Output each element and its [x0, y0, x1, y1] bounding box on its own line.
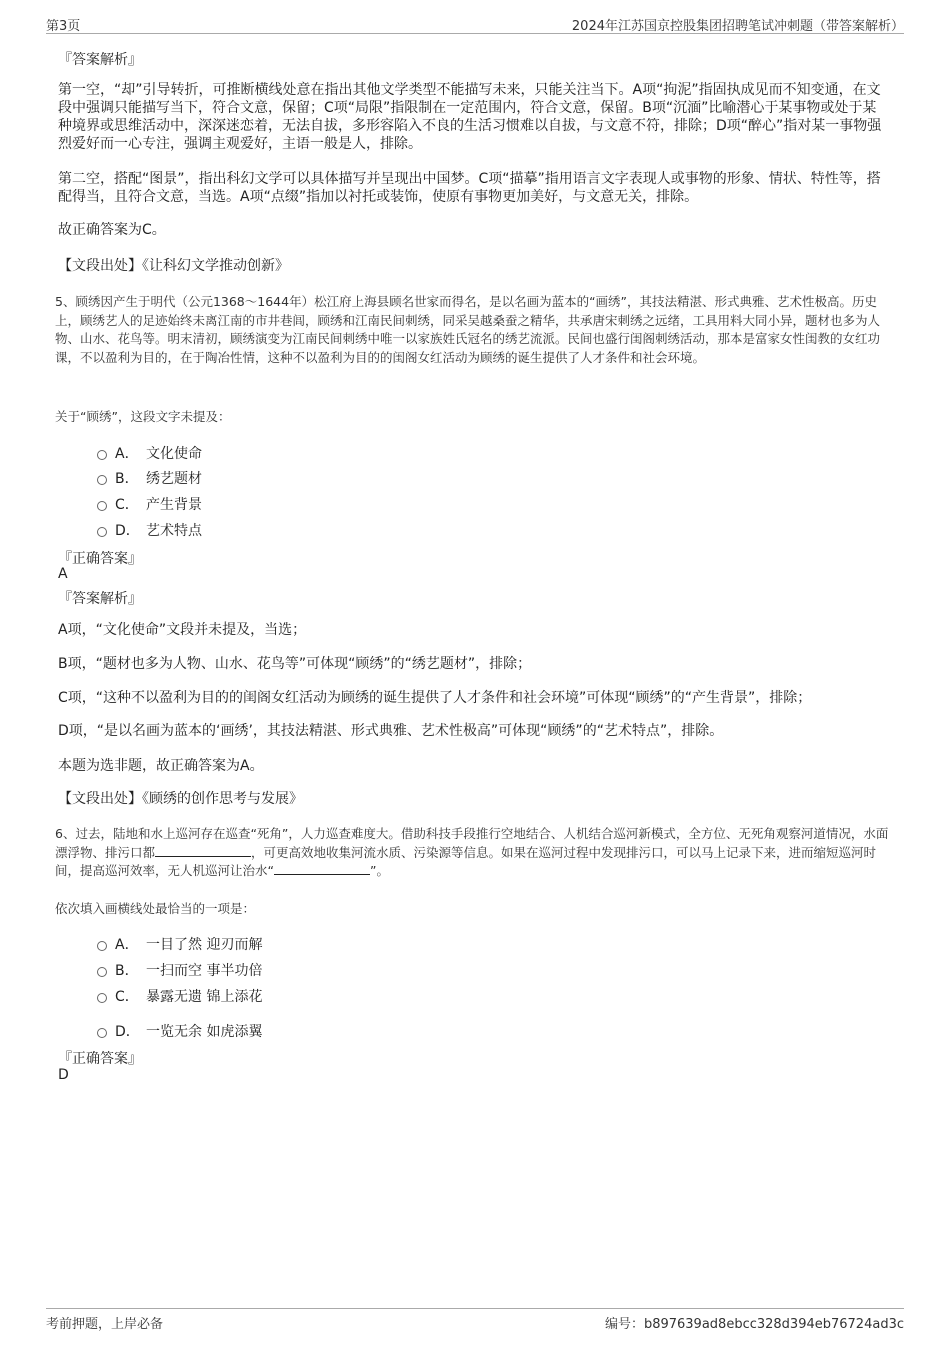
radio-icon[interactable] [97, 450, 107, 460]
q6-answer-label: 『正确答案』 [58, 1051, 142, 1067]
q5-analysis-c: C项，“这种不以盈利为目的的闺阁女红活动为顾绣的诞生提供了人才条件和社会环境”可体现“顾绣”的“产生背景”，排除； [58, 690, 812, 706]
q4-analysis-paragraph-1: 第一空，“却”引导转折，可推断横线处意在指出其他文学类型不能描写未来，只能关注当下。A项“拘泥”指固执成见而不知变通，在文段中强调只能描写当下，符合文意，保留；C项“局限”指限制在一定范围内，符合文意，保留。B项“沉湎”比喻潜心于某事物或处于某种境界或思维活动中，深深迷恋着，无法自拔，多形容陷入不良的生活习惯难以自拔，与文意不符，排除；D项“醉心”指对某一事物强烈爱好而一心专注，强调主观爱好，主语一般是人，排除。 [58, 82, 882, 152]
option-letter: D． [115, 1024, 140, 1040]
footer-motto: 考前押题，上岸必备 [46, 1317, 164, 1332]
header-divider [46, 33, 904, 34]
option-letter: C． [115, 989, 139, 1005]
radio-icon[interactable] [97, 475, 107, 485]
q6-text-part-1: 6、过去，陆地和水上巡河存在巡查“死角”，人力巡查难度大。借助科技手段推行空地结合、人机结合巡河新模式，全方位、无死角观察河道情况，水面漂浮物、排污口都 [55, 826, 889, 860]
option-text: 一览无余 如虎添翼 [146, 1024, 263, 1040]
radio-icon[interactable] [97, 941, 107, 951]
page-number: 第3页 [46, 19, 81, 34]
radio-icon[interactable] [97, 527, 107, 537]
q5-analysis-a: A项，“文化使命”文段并未提及，当选； [58, 622, 307, 638]
q6-prompt: 依次填入画横线处最恰当的一项是： [55, 901, 256, 916]
option-letter: C． [115, 497, 139, 513]
option-text: 一扫而空 事半功倍 [146, 963, 263, 979]
q5-analysis-d: D项，“是以名画为蓝本的‘画绣’，其技法精湛、形式典雅、艺术性极高”可体现“顾绣”的“艺术特点”，排除。 [58, 723, 724, 739]
q5-analysis-b: B项，“题材也多为人物、山水、花鸟等”可体现“顾绣”的“绣艺题材”，排除； [58, 656, 532, 672]
option-letter: A． [115, 937, 139, 953]
fill-blank-1 [155, 844, 251, 857]
q5-option-c[interactable] [97, 494, 202, 514]
q6-text-part-2: ，可更高效地收集河流水质、污染源等信息。如果在巡河过程中发现排污口，可以马上记录下来，进而缩短巡河时间，提高巡河效率，无人机巡河让治水“ [55, 844, 877, 878]
option-text: 绣艺题材 [146, 471, 202, 487]
fill-blank-2 [274, 862, 370, 875]
radio-icon[interactable] [97, 501, 107, 511]
document-title: 2024年江苏国京控股集团招聘笔试冲刺题（带答案解析） [571, 19, 904, 34]
option-text: 一目了然 迎刃而解 [146, 937, 263, 953]
q5-answer: A [58, 566, 68, 582]
radio-icon[interactable] [97, 993, 107, 1003]
q5-question-text: 5、顾绣因产生于明代（公元1368～1644年）松江府上海县顾名世家而得名，是以名画为蓝本的“画绣”，其技法精湛、形式典雅、艺术性极高。历史上，顾绣艺人的足迹始终未离江南的市井巷闾，顾绣和江南民间刺绣，同采吴越桑蚕之精华，共承唐宋刺绣之远绪，工具用料大同小异，题材也多为人物、山水、花鸟等。明末清初，顾绣演变为江南民间刺绣中唯一以家族姓氏冠名的绣艺流派。民间也盛行闺阁刺绣活动，那本是富家女性闺教的女红功课，不以盈利为目的，在于陶冶性情，这种不以盈利为目的的闺阁女红活动为顾绣的诞生提供了人才条件和社会环境。 [55, 294, 881, 365]
q6-option-a[interactable] [97, 934, 262, 954]
option-letter: D． [115, 523, 140, 539]
q6-question-text [55, 825, 895, 881]
footer-divider [46, 1308, 904, 1309]
q5-source: 【文段出处】《顾绣的创作思考与发展》 [58, 791, 303, 807]
option-text: 产生背景 [146, 497, 202, 513]
radio-icon[interactable] [97, 967, 107, 977]
option-letter: B． [115, 471, 139, 487]
q4-source: 【文段出处】《让科幻文学推动创新》 [58, 258, 289, 274]
q5-option-b[interactable] [97, 468, 202, 488]
option-text: 暴露无遗 锦上添花 [146, 989, 263, 1005]
q5-option-a[interactable] [97, 443, 202, 463]
q4-analysis-label: 『答案解析』 [58, 52, 142, 68]
document-code: 编号：b897639ad8ebcc328d394eb76724ad3c [604, 1317, 904, 1332]
q5-prompt: 关于“顾绣”，这段文字未提及： [55, 409, 231, 424]
option-text: 艺术特点 [146, 523, 202, 539]
q6-text-part-3: ”。 [369, 863, 389, 878]
q5-answer-label: 『正确答案』 [58, 551, 142, 567]
q6-option-c[interactable] [97, 986, 262, 1006]
option-text: 文化使命 [146, 446, 202, 462]
q6-answer: D [58, 1067, 69, 1083]
option-letter: B． [115, 963, 139, 979]
q4-conclusion: 故正确答案为C。 [58, 222, 166, 238]
q5-option-d[interactable] [97, 520, 202, 540]
q5-analysis-label: 『答案解析』 [58, 591, 142, 607]
radio-icon[interactable] [97, 1028, 107, 1038]
q6-option-d[interactable] [97, 1021, 262, 1041]
q5-conclusion: 本题为选非题，故正确答案为A。 [58, 758, 264, 774]
option-letter: A． [115, 446, 139, 462]
q6-option-b[interactable] [97, 960, 262, 980]
q4-analysis-paragraph-2: 第二空，搭配“图景”，指出科幻文学可以具体描写并呈现出中国梦。C项“描摹”指用语言文字表现人或事物的形象、情状、特性等，搭配得当，且符合文意，当选。A项“点缀”指加以衬托或装饰，使原有事物更加美好，与文意无关，排除。 [58, 171, 881, 205]
